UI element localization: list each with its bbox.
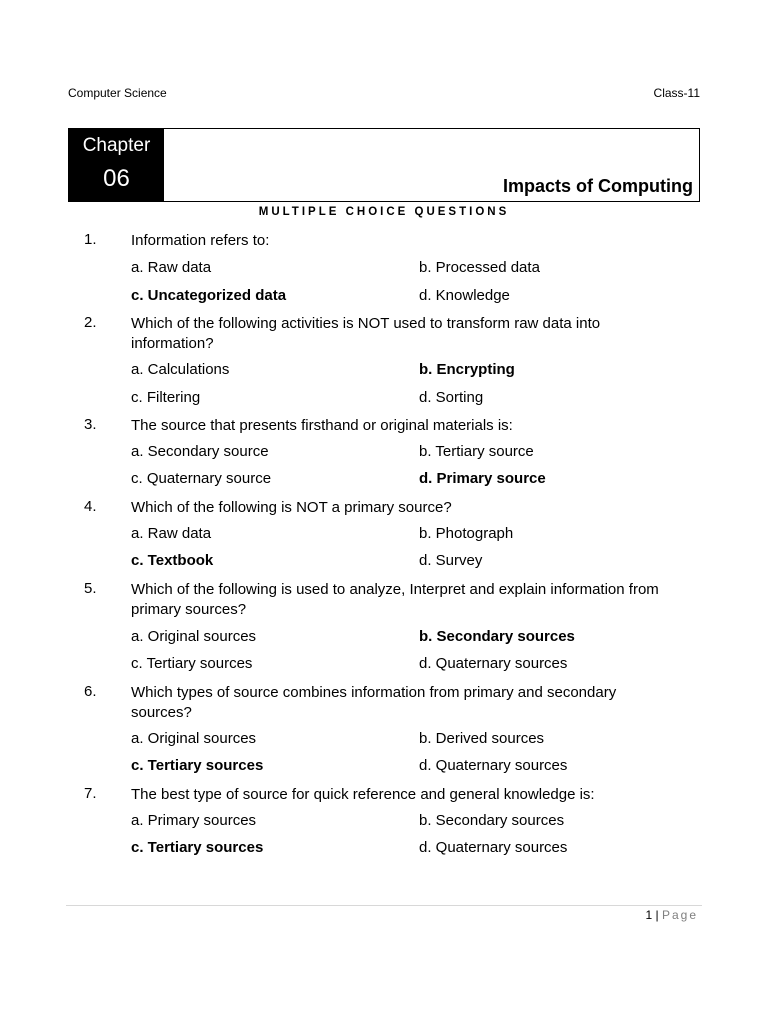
- option-a: a. Primary sources: [131, 812, 257, 829]
- question-number: 2.: [84, 314, 97, 331]
- page-footer: [645, 908, 698, 922]
- question-text: Which of the following is used to analyze, Interpret and explain information from primary sources?: [131, 581, 659, 618]
- option-a: a. Raw data: [131, 259, 212, 276]
- chapter-tab: [69, 129, 164, 201]
- chapter-number: 06: [103, 165, 130, 192]
- option-a: a. Calculations: [131, 361, 230, 378]
- option-b: b. Secondary sources: [419, 812, 565, 829]
- option-b: b. Photograph: [419, 525, 514, 542]
- question-text: The best type of source for quick reference and general knowledge is:: [131, 786, 595, 803]
- option-c: c. Tertiary sources: [131, 655, 253, 672]
- question-number: 4.: [84, 498, 97, 515]
- option-d: d. Knowledge: [419, 287, 510, 304]
- question-number: 5.: [84, 580, 97, 597]
- question-text: Information refers to:: [131, 232, 270, 249]
- option-b: b. Derived sources: [419, 730, 545, 747]
- page-label: Page: [661, 908, 698, 922]
- option-a: a. Secondary source: [131, 443, 269, 460]
- chapter-title: Impacts of Computing: [503, 176, 693, 196]
- footer-divider: [66, 905, 702, 906]
- option-b: b. Encrypting: [419, 361, 515, 378]
- page-header-class: Class-11: [653, 86, 700, 100]
- question-text: Which of the following activities is NOT used to transform raw data into information?: [131, 315, 601, 352]
- option-b: b. Secondary sources: [419, 628, 575, 645]
- question-number: 1.: [84, 231, 97, 248]
- option-c: c. Textbook: [131, 552, 214, 569]
- option-b: b. Processed data: [419, 259, 540, 276]
- question-number: 6.: [84, 683, 97, 700]
- option-a: a. Original sources: [131, 628, 257, 645]
- page-header-subject: Computer Science: [68, 86, 167, 100]
- option-c: c. Tertiary sources: [131, 839, 264, 856]
- option-a: a. Raw data: [131, 525, 212, 542]
- option-d: d. Primary source: [419, 470, 546, 487]
- chapter-banner: [68, 128, 700, 202]
- page-number: 1: [645, 908, 653, 922]
- option-c: c. Tertiary sources: [131, 757, 264, 774]
- section-heading: MULTIPLE CHOICE QUESTIONS: [258, 206, 510, 218]
- option-a: a. Original sources: [131, 730, 257, 747]
- question-number: 7.: [84, 785, 97, 802]
- option-d: d. Quaternary sources: [419, 655, 568, 672]
- chapter-word: Chapter: [82, 135, 151, 156]
- option-c: c. Filtering: [131, 389, 201, 406]
- option-b: b. Tertiary source: [419, 443, 534, 460]
- page-separator: |: [655, 908, 659, 922]
- question-text: Which of the following is NOT a primary source?: [131, 499, 452, 516]
- option-d: d. Quaternary sources: [419, 839, 568, 856]
- option-d: d. Quaternary sources: [419, 757, 568, 774]
- option-c: c. Uncategorized data: [131, 287, 287, 304]
- option-c: c. Quaternary source: [131, 470, 272, 487]
- question-number: 3.: [84, 416, 97, 433]
- option-d: d. Survey: [419, 552, 483, 569]
- question-text: The source that presents firsthand or original materials is:: [131, 417, 513, 434]
- option-d: d. Sorting: [419, 389, 484, 406]
- question-text: Which types of source combines information from primary and secondary sources?: [131, 684, 617, 721]
